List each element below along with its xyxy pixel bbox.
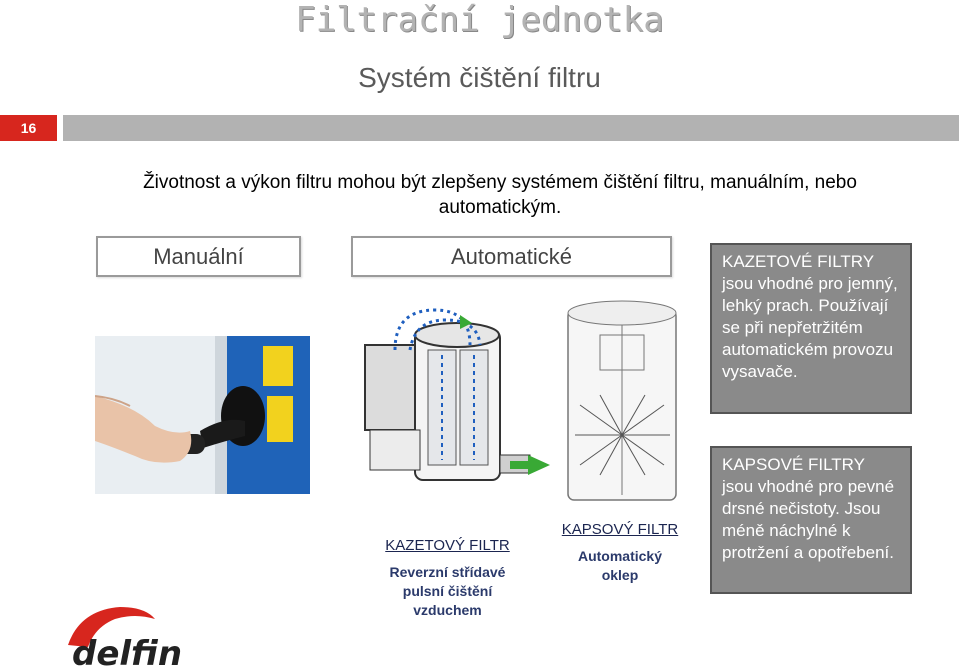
- manual-label-box: Manuální: [96, 236, 301, 277]
- slide-title: Filtrační jednotka: [295, 0, 664, 40]
- intro-text: Životnost a výkon filtru mohou být zlepšeny systémem čištění filtru, manuálním, nebo automatickým.: [143, 172, 857, 218]
- slide-number-badge: 16: [0, 115, 57, 141]
- manual-joystick-image: [95, 336, 310, 494]
- bag-filter-caption-title: KAPSOVÝ FILTR: [561, 521, 679, 538]
- automatic-label-box: Automatické: [351, 236, 672, 277]
- logo-text: delfin: [72, 634, 183, 667]
- cassette-filters-heading: KAZETOVÉ FILTRY: [722, 252, 875, 271]
- cassette-filter-image: [360, 305, 550, 495]
- bag-filters-heading: KAPSOVÉ FILTRY: [722, 455, 865, 474]
- header-bar: [63, 115, 959, 141]
- cassette-filter-caption-title: KAZETOVÝ FILTR: [385, 537, 510, 554]
- bag-filters-panel: [710, 446, 912, 594]
- slide-subtitle: Systém čištění filtru: [358, 62, 601, 93]
- cassette-filters-text: jsou vhodné pro jemný, lehký prach. Používají se při nepřetržitém automatickém provozu vysavače.: [722, 274, 898, 381]
- cassette-filters-panel: [710, 243, 912, 414]
- cassette-filter-caption: [370, 536, 525, 620]
- bag-filter-caption-desc: Automatický oklep: [577, 548, 663, 583]
- bag-filter-image: [560, 295, 685, 505]
- cassette-filter-caption-desc: Reverzní střídavé pulsní čištění vzduchem: [389, 564, 506, 618]
- delfin-logo: [60, 605, 255, 667]
- bag-filter-caption: [560, 520, 680, 585]
- bag-filters-text: jsou vhodné pro pevné drsné nečistoty. Jsou méně náchylné k protržení a opotřebení.: [722, 477, 895, 562]
